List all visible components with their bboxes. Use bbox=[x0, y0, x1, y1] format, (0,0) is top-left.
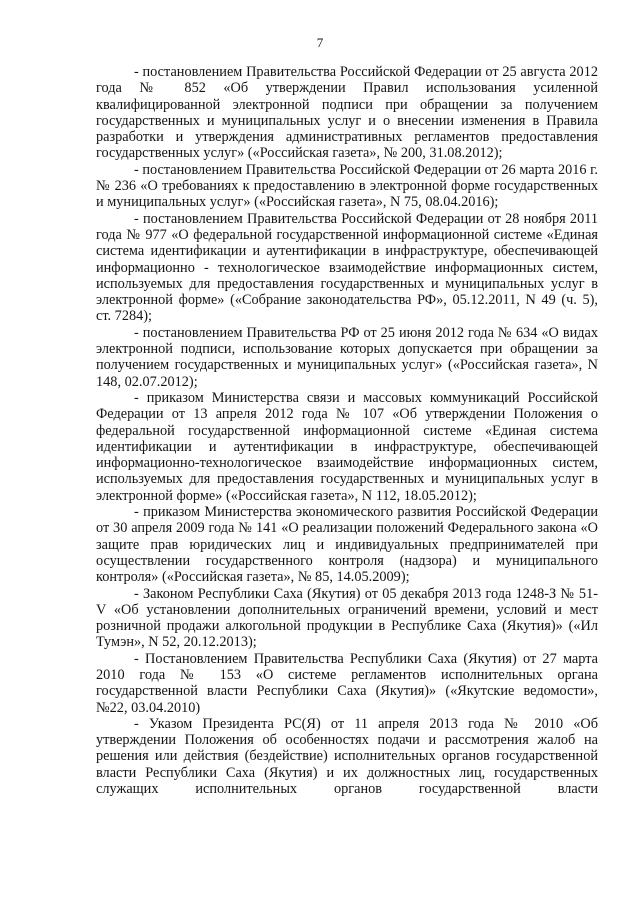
list-item: - Законом Республики Саха (Якутия) от 05 декабря 2013 года 1248-З № 51-V «Об установлении дополнительных ограничений времени, условий и мест розничной продажи алкогольной продукции в Республике Саха (Якутия)» («Ил Тумэн», N 52, 20.12.2013); bbox=[96, 585, 598, 651]
list-item: - постановлением Правительства Российской Федерации от 26 марта 2016 г. № 236 «О требованиях к предоставлению в электронной форме государственных и муниципальных услуг» («Российская газета», N 75, 08.04.2016); bbox=[96, 161, 598, 211]
document-body bbox=[96, 64, 598, 797]
list-item: - постановлением Правительства Российской Федерации от 25 августа 2012 года № 852 «Об утверждении Правил использования усиленной квалифицированной электронной подписи при обращении за получением государственных и муниципальных услуг и о внесении изменения в Правила разработки и утверждения административных регламентов предоставления государственных услуг» («Российская газета», № 200, 31.08.2012); bbox=[96, 64, 598, 162]
list-item: - постановлением Правительства Российской Федерации от 28 ноября 2011 года № 977 «О федеральной государственной информационной системе «Единая система идентификации и аутентификации в инфраструктуре, обеспечивающей информационно - технологическое взаимодействие информационных систем, используемых для предоставления государственных и муниципальных услуг в электронной форме» («Собрание законодательства РФ», 05.12.2011, N 49 (ч. 5), ст. 7284); bbox=[96, 210, 598, 325]
page-number: 7 bbox=[316, 35, 324, 50]
list-item: - приказом Министерства связи и массовых коммуникаций Российской Федерации от 13 апреля 2012 года № 107 «Об утверждении Положения о федеральной государственной информационной системе «Единая система идентификации и аутентификации в инфраструктуре, обеспечивающей информационно-технологическое взаимодействие информационных систем, используемых для предоставления государственных и муниципальных услуг в электронной форме» («Российская газета», N 112, 18.05.2012); bbox=[96, 389, 598, 504]
list-item: - Указом Президента РС(Я) от 11 апреля 2013 года № 2010 «Об утверждении Положения об особенностях подачи и рассмотрения жалоб на решения или действия (бездействие) исполнительных органов государственной власти Республики Саха (Якутия) и их должностных лиц, государственных служащих исполнительных органов государственной власти bbox=[96, 715, 598, 798]
list-item: - приказом Министерства экономического развития Российской Федерации от 30 апреля 2009 года № 141 «О реализации положений Федерального закона «О защите прав юридических лиц и индивидуальных предпринимателей при осуществлении государственного контроля (надзора) и муниципального контроля» («Российская газета», № 85, 14.05.2009); bbox=[96, 504, 598, 586]
list-item: - постановлением Правительства РФ от 25 июня 2012 года № 634 «О видах электронной подписи, использование которых допускается при обращении за получением государственных и муниципальных услуг» («Российская газета», N 148, 02.07.2012); bbox=[96, 324, 598, 390]
list-item: - Постановлением Правительства Республики Саха (Якутия) от 27 марта 2010 года № 153 «О системе регламентов исполнительных органа государственной власти Республики Саха (Якутия)» («Якутские ведомости», №22, 03.04.2010) bbox=[96, 650, 598, 716]
